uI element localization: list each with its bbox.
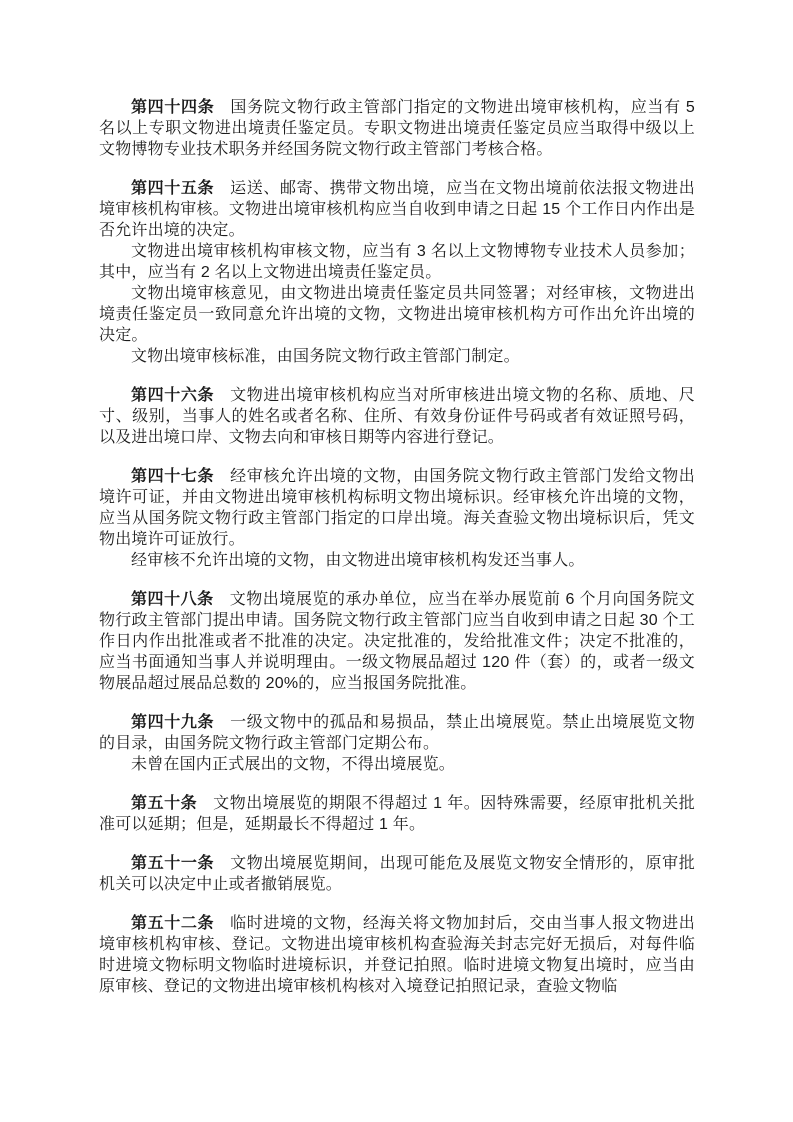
article-text: 文物进出境审核机构应当对所审核进出境文物的名称、质地、尺寸、级别，当事人的姓名或者名称、住所、有效身份证件号码或者有效证照号码，以及进出境口岸、文物去向和审核日期等内容进行登记。 (99, 387, 695, 446)
article (99, 466, 695, 571)
article-paragraph (99, 853, 695, 895)
article-paragraph (99, 466, 695, 550)
article (99, 853, 695, 895)
article-text: 经审核允许出境的文物，由国务院文物行政主管部门发给文物出境许可证，并由文物进出境审核机构标明文物出境标识。经审核允许出境的文物，应当从国务院文物行政主管部门指定的口岸出境。海关查验文物出境标识后，凭文物出境许可证放行。 (99, 468, 695, 548)
article-paragraph (99, 913, 695, 997)
article-number: 第四十七条 (131, 468, 215, 485)
article-number: 第四十八条 (131, 591, 214, 608)
article-number: 第四十九条 (131, 714, 215, 731)
article (99, 589, 695, 694)
article-text: 文物出境展览期间，出现可能危及展览文物安全情形的，原审批机关可以决定中止或者撤销展览。 (99, 855, 695, 893)
article-paragraph: 文物出境审核意见，由文物进出境责任鉴定员共同签署；对经审核，文物进出境责任鉴定员一致同意允许出境的文物，文物进出境审核机构方可作出允许出境的决定。 (99, 285, 695, 344)
article (99, 793, 695, 835)
article-number: 第五十一条 (131, 855, 215, 872)
article-text: 文物出境展览的期限不得超过 1 年。因特殊需要，经原审批机关批准可以延期；但是，延期最长不得超过 1 年。 (99, 795, 695, 833)
article-paragraph (99, 178, 695, 241)
article-paragraph (99, 97, 695, 160)
article (99, 712, 695, 775)
article-number: 第四十六条 (131, 387, 215, 404)
article-paragraph: 文物出境审核标准，由国务院文物行政主管部门制定。 (131, 348, 520, 365)
article-text: 一级文物中的孤品和易损品，禁止出境展览。禁止出境展览文物的目录，由国务院文物行政主管部门定期公布。 (99, 714, 695, 752)
article-number: 第五十二条 (131, 915, 215, 932)
article (99, 97, 695, 160)
article-paragraph (99, 793, 695, 835)
article-text: 运送、邮寄、携带文物出境，应当在文物出境前依法报文物进出境审核机构审核。文物进出境审核机构应当自收到申请之日起 15 个工作日内作出是否允许出境的决定。 (99, 180, 695, 239)
article-paragraph: 文物进出境审核机构审核文物，应当有 3 名以上文物博物专业技术人员参加；其中，应当有 2 名以上文物进出境责任鉴定员。 (99, 243, 695, 281)
article-paragraph: 未曾在国内正式展出的文物，不得出境展览。 (131, 756, 456, 773)
document-body (99, 97, 695, 997)
article-number: 第四十四条 (131, 99, 215, 116)
articles-list (99, 97, 695, 997)
article-paragraph (99, 385, 695, 448)
article-text: 国务院文物行政主管部门指定的文物进出境审核机构，应当有 5 名以上专职文物进出境责任鉴定员。专职文物进出境责任鉴定员应当取得中级以上文物博物专业技术职务并经国务院文物行政主管部门考核合格。 (99, 99, 695, 158)
article (99, 178, 695, 367)
article-number: 第四十五条 (131, 180, 215, 197)
article (99, 913, 695, 997)
article (99, 385, 695, 448)
article-paragraph (99, 712, 695, 754)
article-paragraph: 经审核不允许出境的文物，由文物进出境审核机构发还当事人。 (131, 552, 585, 569)
article-text: 文物出境展览的承办单位，应当在举办展览前 6 个月向国务院文物行政主管部门提出申请。国务院文物行政主管部门应当自收到申请之日起 30 个工作日内作出批准或者不批准的决定。决定批准的，发给批准文件；决定不批准的，应当书面通知当事人并说明理由。一级文物展品超过 120 件（套）的，或者一级文物展品超过展品总数的 20%的，应当报国务院批准。 (99, 591, 695, 692)
article-number: 第五十条 (131, 795, 198, 812)
article-paragraph (99, 589, 695, 694)
article-text: 临时进境的文物，经海关将文物加封后，交由当事人报文物进出境审核机构审核、登记。文物进出境审核机构查验海关封志完好无损后，对每件临时进境文物标明文物临时进境标识，并登记拍照。临时进境文物复出境时，应当由原审核、登记的文物进出境审核机构核对入境登记拍照记录，查验文物临 (99, 915, 695, 995)
